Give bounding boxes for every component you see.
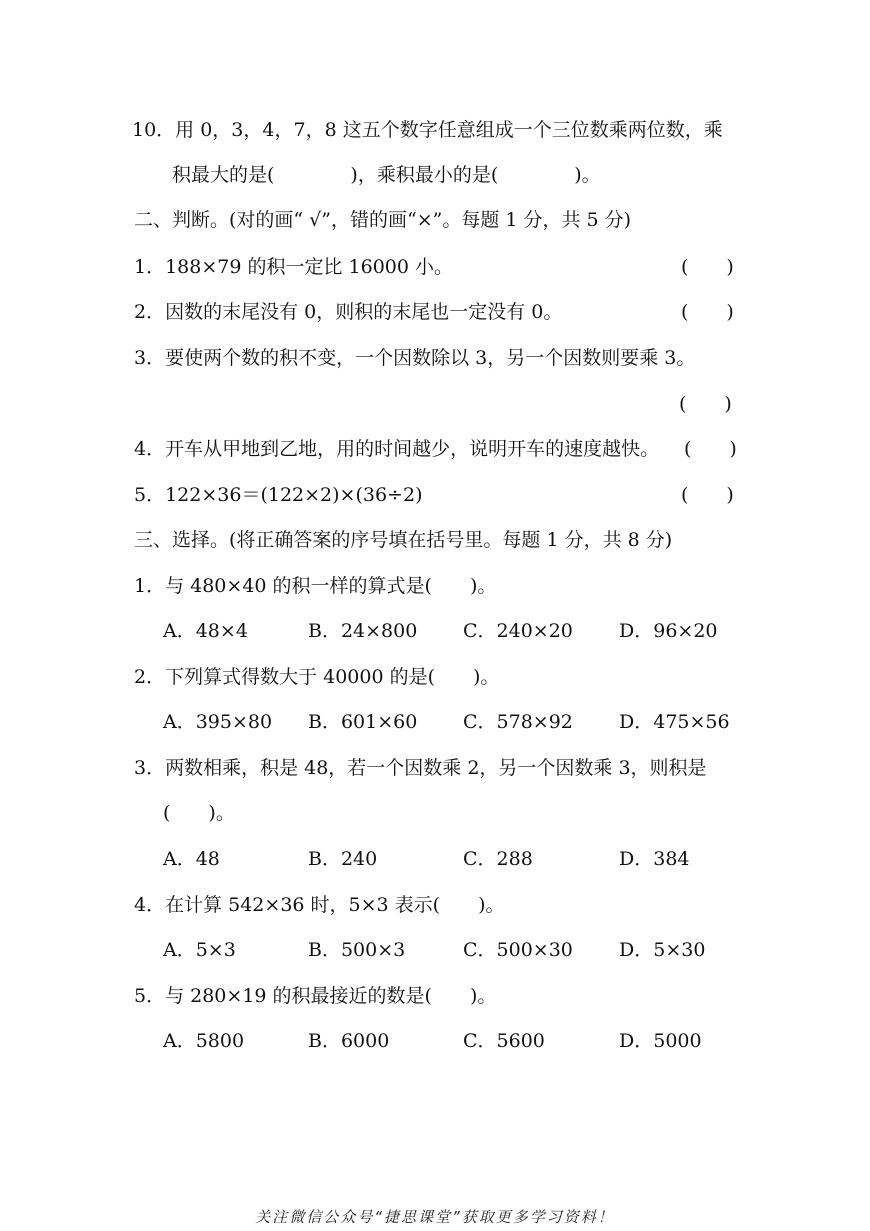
q10-text-2: 积最大的是( )，乘积最小的是( )。 [172, 164, 601, 186]
choice-item-3 [0, 753, 870, 783]
q10-line2 [0, 160, 870, 190]
question-text-cont: ( )。 [163, 802, 235, 824]
question-text: 2．下列算式得数大于 40000 的是( )。 [134, 666, 500, 688]
question-text: 1．与 480×40 的积一样的算式是( )。 [134, 575, 497, 597]
question-text: 5．122×36＝(122×2)×(36÷2) [134, 484, 423, 506]
option-b: B．240 [308, 848, 378, 870]
option-d: D．96×20 [619, 620, 718, 642]
choice-options-3 [0, 844, 870, 874]
choice-item-4 [0, 890, 870, 920]
choice-item-2 [0, 662, 870, 692]
judge-item-1 [0, 252, 870, 282]
answer-paren: ( ) [681, 484, 734, 506]
choice-options-5 [0, 1026, 870, 1056]
option-a: A．48×4 [163, 620, 248, 642]
section3-heading [0, 525, 870, 555]
option-c: C．578×92 [463, 711, 573, 733]
option-b: B．601×60 [308, 711, 418, 733]
option-b: B．500×3 [308, 939, 406, 961]
question-text: 4．开车从甲地到乙地，用的时间越少，说明开车的速度越快。 [134, 438, 660, 460]
section2-heading [0, 205, 870, 235]
q10-text-1: 10．用 0，3，4，7，8 这五个数字任意组成一个三位数乘两位数，乘 [132, 119, 723, 141]
option-c: C．500×30 [463, 939, 573, 961]
footer-note: 关注微信公众号“捷思课堂”获取更多学习资料！ [255, 1208, 615, 1226]
option-a: A．395×80 [163, 711, 273, 733]
option-c: C．5600 [463, 1030, 545, 1052]
option-b: B．6000 [308, 1030, 390, 1052]
question-text: 5．与 280×19 的积最接近的数是( )。 [134, 985, 497, 1007]
choice-options-1 [0, 616, 870, 646]
question-text: 1．188×79 的积一定比 16000 小。 [134, 256, 454, 278]
answer-paren: ( ) [681, 256, 734, 278]
option-d: D．5×30 [619, 939, 706, 961]
choice-options-4 [0, 935, 870, 965]
judge-item-5 [0, 480, 870, 510]
question-text: 4．在计算 542×36 时，5×3 表示( )。 [134, 894, 505, 916]
option-d: D．5000 [619, 1030, 702, 1052]
option-d: D．475×56 [619, 711, 730, 733]
choice-item-1 [0, 571, 870, 601]
q10-line1 [0, 115, 870, 145]
answer-paren: ( ) [684, 438, 737, 460]
judge-item-2 [0, 297, 870, 327]
option-b: B．24×800 [308, 620, 418, 642]
question-text: 3．要使两个数的积不变，一个因数除以 3，另一个因数则要乘 3。 [134, 347, 696, 369]
choice-item-5 [0, 981, 870, 1011]
option-a: A．5800 [163, 1030, 245, 1052]
option-a: A．5×3 [163, 939, 236, 961]
choice-item-3-cont [0, 798, 870, 828]
option-c: C．288 [463, 848, 533, 870]
judge-item-4 [0, 434, 870, 464]
option-c: C．240×20 [463, 620, 573, 642]
option-a: A．48 [163, 848, 220, 870]
judge-item-3 [0, 343, 870, 373]
question-text: 3．两数相乘，积是 48，若一个因数乘 2，另一个因数乘 3，则积是 [134, 757, 707, 779]
answer-paren: ( ) [679, 393, 732, 415]
choice-options-2 [0, 707, 870, 737]
section-title: 三、选择。(将正确答案的序号填在括号里。每题 1 分，共 8 分) [134, 529, 673, 551]
section-title: 二、判断。(对的画“ √”，错的画“×”。每题 1 分，共 5 分) [134, 209, 632, 231]
question-text: 2．因数的末尾没有 0，则积的末尾也一定没有 0。 [134, 301, 563, 323]
answer-paren: ( ) [681, 301, 734, 323]
judge-item-3-paren [0, 389, 870, 419]
option-d: D．384 [619, 848, 690, 870]
